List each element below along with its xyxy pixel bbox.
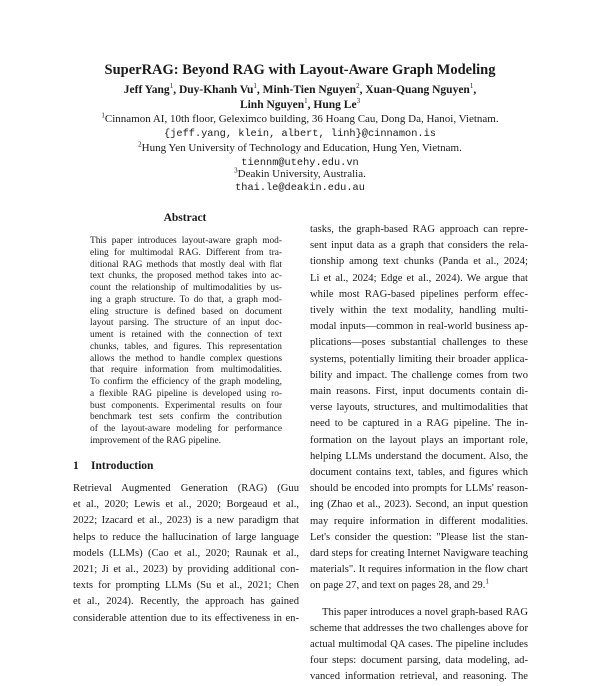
abstract-line: improvement of the RAG pipeline.: [90, 435, 221, 446]
introduction-line: et al., 2024). Recently, the approach has gained: [73, 596, 299, 608]
author-separator: ,: [307, 99, 314, 111]
paragraph-line: main reasons. First, input documents contain di-: [310, 386, 528, 398]
introduction-line: considerable attention due to its effectiveness in en-: [73, 612, 299, 624]
paragraph-line: This paper introduces a novel graph-based RAG: [322, 606, 528, 618]
paragraph-line: sent input data as a graph that considers the rela-: [310, 240, 528, 252]
introduction-line: models (LLMs) (Cao et al., 2020; Raunak et al.,: [73, 547, 299, 559]
abstract-line: eling structure is defined based on document: [90, 306, 282, 317]
affiliation-1-email: {jeff.yang, klein, albert, linh}@cinnamon.is: [164, 128, 436, 140]
introduction-line: Retrieval Augmented Generation (RAG) (Guu: [73, 483, 299, 494]
affiliation-2-email: tiennm@utehy.edu.vn: [241, 157, 359, 169]
section-title: Introduction: [91, 460, 154, 472]
abstract-line: text chunks, the proposed method takes into ac-: [90, 271, 282, 282]
abstract-line: allows the method to handle complex questions: [90, 353, 282, 364]
paragraph-line: tasks, the graph-based RAG approach can repre-: [310, 224, 528, 235]
affiliation-3-text: Deakin University, Australia.: [237, 168, 366, 180]
affiliation-2: [0, 142, 600, 154]
paragraph-line: while most RAG-based pipelines perform effec-: [310, 288, 528, 300]
author-separator: ,: [256, 84, 263, 96]
abstract-line: a flexible RAG pipeline is developed using ro-: [90, 388, 282, 399]
author-list-line-1: [0, 84, 600, 96]
paragraph-line: document contains text, tables, and figures which: [310, 467, 528, 479]
author-name: Xuan-Quang Nguyen: [365, 84, 470, 96]
introduction-line: 2021; Ji et al., 2023) by providing additional con-: [73, 564, 299, 576]
right-column-text: [310, 222, 528, 686]
paragraph-line: four steps: document parsing, data modeling, ad-: [310, 655, 528, 667]
author-separator: ,: [359, 84, 366, 96]
abstract-line: layout parsing. The structure of an input doc-: [90, 318, 282, 329]
introduction-line: et al., 2020; Lewis et al., 2020; Borgeaud et al.,: [73, 499, 299, 511]
footnote-marker: 1: [485, 577, 489, 586]
abstract-line: eling for multimodal RAG. Different from tra-: [90, 247, 282, 258]
affiliation-3-email: thai.le@deakin.edu.au: [235, 182, 365, 194]
abstract-line: that require information from multimodalities.: [90, 365, 282, 376]
author-name: Linh Nguyen: [239, 99, 305, 111]
affiliation-1: [0, 113, 600, 125]
author-affiliation-marker: 1: [169, 82, 174, 91]
paragraph-line: systems, potentially limiting their broader applica-: [310, 353, 528, 365]
author-name: Minh-Tien Nguyen: [262, 84, 357, 96]
abstract-line: ing a graph structure. To do that, a graph mod-: [90, 294, 282, 305]
author-affiliation-marker: 2: [356, 82, 360, 91]
affiliation-1-marker: 1: [101, 111, 105, 120]
paragraph-line: Let's consider the question: "Please list the stan-: [310, 531, 528, 543]
section-heading-introduction: [73, 460, 153, 472]
author-name: Hung Le: [313, 99, 357, 111]
abstract-line: ditional RAG methods that mostly deal with flat: [90, 259, 282, 270]
affiliation-3: [0, 168, 600, 180]
section-number: 1: [73, 460, 79, 472]
paragraph-line: actual multimodal QA cases. The pipeline includes: [310, 639, 528, 651]
abstract-heading: Abstract: [163, 212, 207, 224]
paragraph-line: helping LLMs understand the document. Also, the: [310, 450, 528, 462]
abstract-line: To confirm the efficiency of the graph modeling,: [90, 377, 282, 387]
paragraph-line: formation on the layout plays an important role,: [310, 434, 528, 446]
abstract-line: benchmark test sets confirm the contribution: [90, 412, 282, 423]
paragraph-line: verse layouts, structures, and multimodalities that: [310, 402, 528, 414]
affiliation-2-marker: 2: [138, 140, 142, 149]
abstract-line: of the layout-aware modeling for performance: [90, 424, 282, 434]
paragraph-line: tionship among text chunks (Panda et al., 2024;: [310, 256, 528, 268]
paragraph-line: Li et al., 2024; Edge et al., 2024). We argue that: [310, 272, 528, 284]
affiliation-1-text: Cinnamon AI, 10th floor, Geleximco building, 36 Hoang Cau, Dong Da, Hanoi, Vietnam.: [104, 113, 499, 125]
paper-title: SuperRAG: Beyond RAG with Layout-Aware Graph Modeling: [104, 62, 496, 78]
paragraph-line: ing (Zhao et al., 2023). Second, an input question: [310, 499, 528, 511]
paragraph-line: scheme that addresses the two challenges above for: [310, 622, 528, 634]
author-separator: ,: [473, 84, 477, 96]
abstract-line: ument is retained with the connection of text: [90, 330, 282, 340]
paragraph-line: vanced information retrieval, and reasoning. The: [310, 671, 528, 683]
affiliation-2-text: Hung Yen University of Technology and Education, Hung Yen, Vietnam.: [141, 142, 462, 154]
abstract-line: bust components. Experimental results on four: [90, 400, 282, 411]
author-name: Duy-Khanh Vu: [178, 84, 254, 96]
introduction-line: texts for prompting LLMs (Su et al., 2021; Chen: [73, 580, 299, 592]
paragraph-line: tively within the text modality, handling multi-: [310, 305, 528, 317]
paragraph-line: dard steps for creating Internet Navigware teaching: [310, 548, 528, 560]
affiliation-3-marker: 3: [234, 166, 238, 175]
author-separator: ,: [173, 84, 179, 96]
introduction-line: 2022; Izacard et al., 2023) is a new paradigm that: [73, 515, 299, 527]
author-affiliation-marker: 1: [253, 82, 257, 91]
author-affiliation-marker: 1: [304, 97, 308, 106]
paragraph-line: bility and impact. The challenge comes from two: [310, 369, 528, 381]
author-affiliation-marker: 3: [356, 97, 361, 106]
abstract-body: [90, 236, 282, 448]
introduction-column-1: [73, 481, 299, 627]
author-affiliation-marker: 1: [469, 82, 474, 91]
author-list-line-2: [0, 99, 600, 111]
paragraph-line: may require information in different modalities.: [310, 515, 528, 527]
paragraph-line: on page 27, and text on pages 28, and 29.$^1$: [310, 577, 489, 592]
abstract-line: This paper introduces layout-aware graph mod-: [90, 236, 282, 246]
paragraph-line: need to be captured in a RAG pipeline. The in-: [310, 418, 528, 430]
introduction-line: helps to reduce the hallucination of large language: [73, 531, 299, 543]
paragraph-line: plications—poses substantial challenges to these: [310, 337, 528, 349]
abstract-line: chunks, tables, and figures. This representation: [90, 341, 282, 352]
author-name: Jeff Yang: [123, 84, 170, 96]
paragraph-line: should be encoded into prompts for LLMs' reason-: [310, 483, 528, 495]
abstract-line: count the relationship of multimodalities by us-: [90, 283, 282, 293]
paragraph-line: materials". It requires information in the flow chart: [310, 564, 528, 576]
paragraph-line: modal inputs—common in real-world business ap-: [310, 321, 528, 333]
